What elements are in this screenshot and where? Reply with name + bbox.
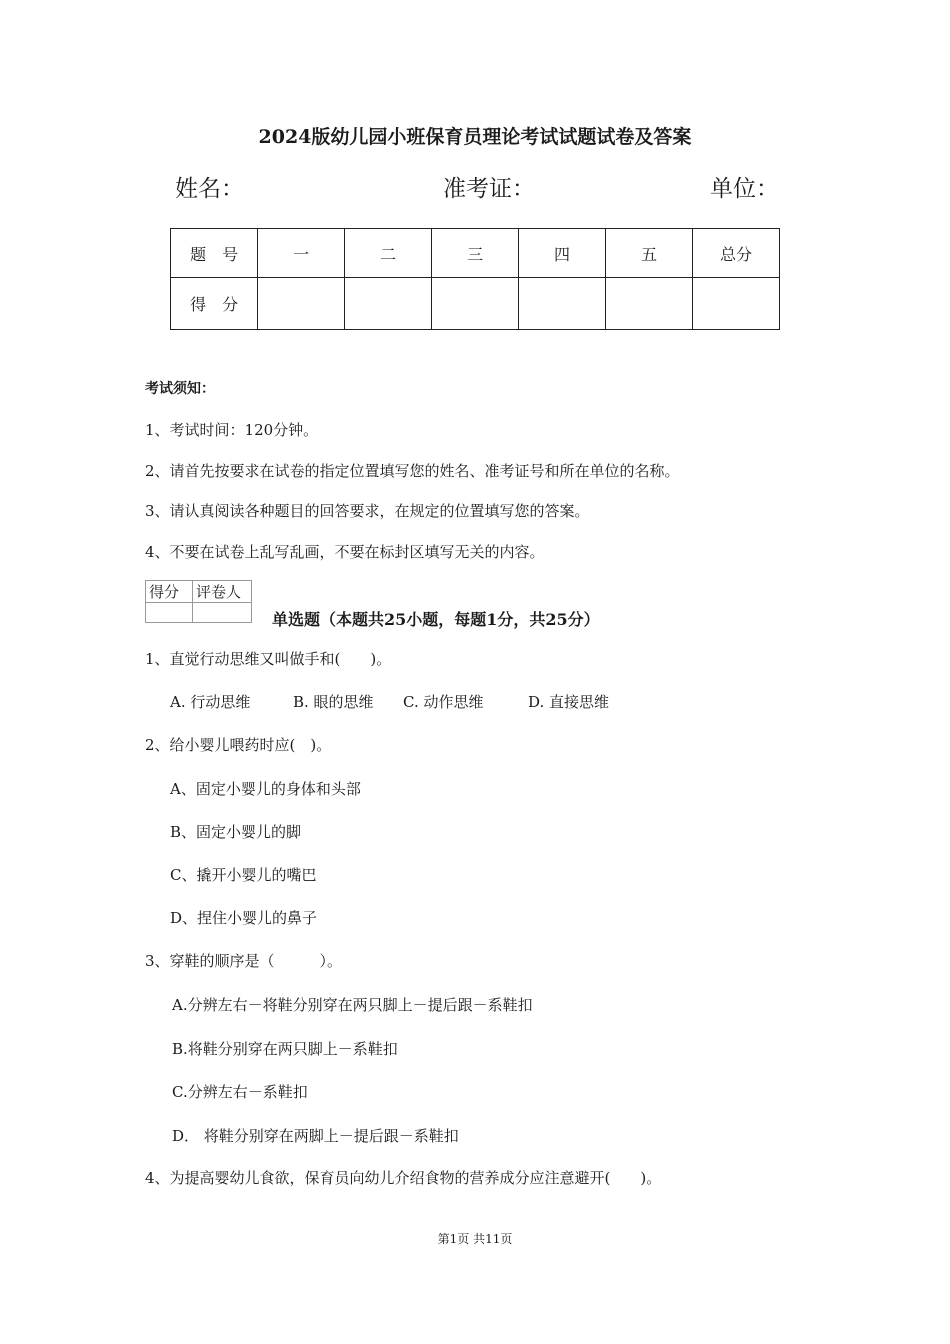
question-stem: 4、为提高婴幼儿食欲，保育员向幼儿介绍食物的营养成分应注意避开( )。 [145, 1169, 662, 1187]
question-option: D. 直接思维 [528, 693, 610, 711]
question-stem: 3、穿鞋的顺序是（ ）。 [145, 952, 343, 970]
score-header-cell: 四 [519, 229, 606, 278]
question-option: A.分辨左右－将鞋分别穿在两只脚上－提后跟－系鞋扣 [172, 996, 533, 1014]
question-stem: 2、给小婴儿喂药时应( )。 [145, 736, 332, 754]
score-cell[interactable] [692, 278, 779, 330]
grader-score-label: 得分 [146, 581, 193, 603]
question-option: D、捏住小婴儿的鼻子 [170, 909, 318, 927]
score-cell[interactable] [606, 278, 693, 330]
page-title: 2024版幼儿园小班保育员理论考试试题试卷及答案 [258, 126, 692, 148]
grader-reviewer-cell[interactable] [193, 603, 252, 623]
score-cell[interactable] [345, 278, 432, 330]
question-option: B. 眼的思维 [293, 693, 374, 711]
notice-heading: 考试须知： [145, 381, 215, 397]
score-header-cell: 五 [606, 229, 693, 278]
notice-item: 3、请认真阅读各种题目的回答要求，在规定的位置填写您的答案。 [145, 502, 590, 520]
score-header-row [171, 229, 780, 278]
grader-header-row [146, 581, 252, 603]
score-cell[interactable] [258, 278, 345, 330]
notice-item: 4、不要在试卷上乱写乱画，不要在标封区填写无关的内容。 [145, 543, 545, 561]
score-value-row [171, 278, 780, 330]
grader-value-row [146, 603, 252, 623]
page-footer: 第1页 共11页 [437, 1232, 513, 1246]
question-option: C. 动作思维 [403, 693, 484, 711]
score-cell[interactable] [432, 278, 519, 330]
notice-item: 2、请首先按要求在试卷的指定位置填写您的姓名、准考证号和所在单位的名称。 [145, 462, 680, 480]
score-header-cell: 题 号 [171, 229, 258, 278]
question-option: C.分辨左右－系鞋扣 [172, 1083, 308, 1101]
score-cell[interactable] [519, 278, 606, 330]
score-header-cell: 一 [258, 229, 345, 278]
exam-id-label: 准考证： [443, 176, 535, 202]
score-header-cell: 三 [432, 229, 519, 278]
name-label: 姓名： [175, 176, 244, 202]
grader-reviewer-label: 评卷人 [193, 581, 252, 603]
unit-label: 单位： [710, 176, 779, 202]
section-title: 单选题（本题共25小题，每题1分，共25分） [272, 610, 600, 629]
score-table [170, 228, 780, 330]
question-option: A. 行动思维 [170, 693, 251, 711]
question-option: D． 将鞋分别穿在两脚上－提后跟－系鞋扣 [172, 1127, 459, 1145]
grader-box [145, 580, 252, 623]
question-option: B.将鞋分别穿在两只脚上－系鞋扣 [172, 1040, 398, 1058]
score-row-label: 得 分 [171, 278, 258, 330]
score-header-cell: 二 [345, 229, 432, 278]
question-stem: 1、直觉行动思维又叫做手和( )。 [145, 650, 392, 668]
question-option: B、固定小婴儿的脚 [170, 823, 302, 841]
grader-score-cell[interactable] [146, 603, 193, 623]
question-option: C、撬开小婴儿的嘴巴 [170, 866, 317, 884]
notice-item: 1、考试时间：120分钟。 [145, 421, 319, 439]
question-option: A、固定小婴儿的身体和头部 [170, 780, 361, 798]
score-header-cell: 总分 [692, 229, 779, 278]
